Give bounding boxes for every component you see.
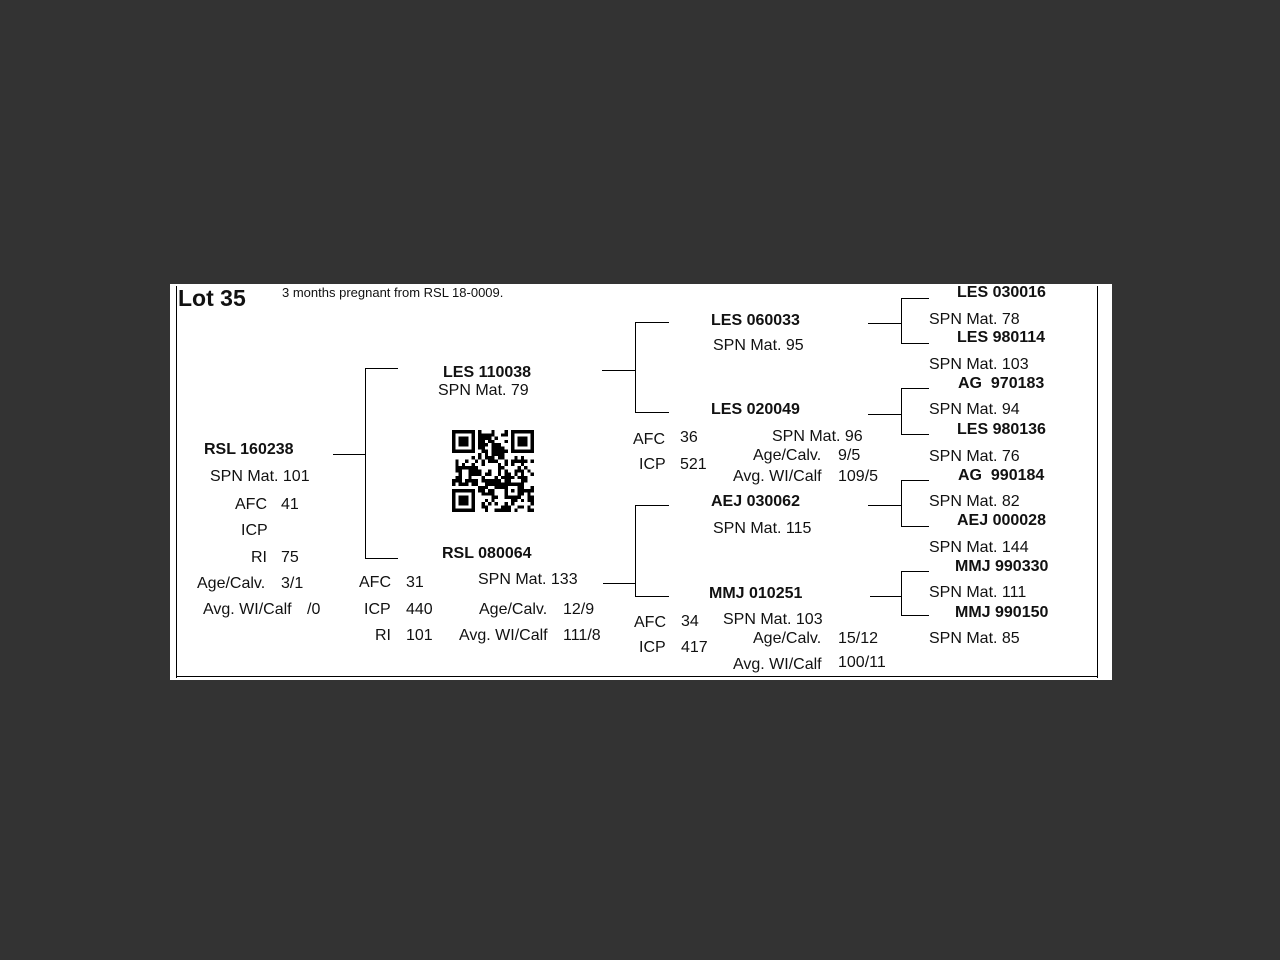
ggp-1-id: LES 030016 — [957, 284, 1046, 301]
connector — [901, 480, 902, 526]
animal-afc-value: 41 — [281, 496, 299, 513]
left-border — [176, 286, 177, 678]
connector — [868, 323, 901, 324]
animal-agecalv-value: 3/1 — [281, 575, 304, 592]
dd-spn: SPN Mat. 103 — [723, 611, 823, 628]
ggp-2-spn: SPN Mat. 103 — [929, 356, 1029, 373]
connector — [901, 480, 929, 481]
ggp-7-spn: SPN Mat. 111 — [929, 584, 1027, 601]
animal-icp-label: ICP — [241, 522, 268, 539]
ggp-6-spn: SPN Mat. 144 — [929, 539, 1029, 556]
connector — [365, 368, 398, 369]
dd-icp-value: 417 — [681, 639, 708, 656]
ggp-7-id: MMJ 990330 — [955, 558, 1049, 575]
dam-afc-label: AFC — [359, 574, 391, 591]
animal-avgwi-label: Avg. WI/Calf — [203, 601, 292, 618]
dd-icp-label: ICP — [639, 639, 666, 656]
dam-agecalv-value: 12/9 — [563, 601, 595, 618]
sd-icp-label: ICP — [639, 456, 666, 473]
animal-ri-value: 75 — [281, 549, 299, 566]
dam-ri-label: RI — [375, 627, 391, 644]
dam-icp-label: ICP — [364, 601, 391, 618]
connector — [333, 454, 365, 455]
sd-avgwi-label: Avg. WI/Calf — [733, 468, 822, 485]
ggp-8-spn: SPN Mat. 85 — [929, 630, 1020, 647]
ggp-3-spn: SPN Mat. 94 — [929, 401, 1020, 418]
dd-afc-label: AFC — [634, 614, 666, 631]
right-border — [1097, 286, 1098, 678]
connector — [635, 505, 636, 596]
dd-agecalv-label: Age/Calv. — [753, 630, 822, 647]
ggp-4-id: LES 980136 — [957, 421, 1046, 438]
connector — [635, 322, 669, 323]
connector — [901, 526, 929, 527]
dam-ri-value: 101 — [406, 627, 433, 644]
connector — [365, 368, 366, 558]
connector — [870, 596, 901, 597]
dam-spn: SPN Mat. 133 — [478, 571, 578, 588]
connector — [635, 412, 669, 413]
ggp-1-spn: SPN Mat. 78 — [929, 311, 1020, 328]
ggp-8-id: MMJ 990150 — [955, 604, 1049, 621]
connector — [901, 343, 929, 344]
dam-avgwi-label: Avg. WI/Calf — [459, 627, 548, 644]
sd-icp-value: 521 — [680, 456, 707, 473]
connector — [602, 370, 635, 371]
sd-id: LES 020049 — [711, 401, 800, 418]
ds-spn: SPN Mat. 115 — [713, 520, 812, 537]
sd-afc-value: 36 — [680, 429, 698, 446]
connector — [901, 434, 929, 435]
lot-label: Lot 35 — [178, 285, 246, 311]
sd-spn: SPN Mat. 96 — [772, 428, 863, 445]
ggp-5-id: AG 990184 — [958, 467, 1045, 484]
connector — [901, 571, 929, 572]
ss-spn: SPN Mat. 95 — [713, 337, 804, 354]
connector — [603, 583, 635, 584]
dd-id: MMJ 010251 — [709, 585, 803, 602]
bottom-border — [176, 676, 1098, 677]
dam-id: RSL 080064 — [442, 545, 532, 562]
pedigree-card — [170, 284, 1112, 680]
animal-ri-label: RI — [251, 549, 267, 566]
connector — [901, 388, 929, 389]
connector — [901, 388, 902, 434]
connector — [365, 558, 398, 559]
connector — [868, 414, 901, 415]
ggp-6-id: AEJ 000028 — [957, 512, 1046, 529]
dam-afc-value: 31 — [406, 574, 424, 591]
ggp-5-spn: SPN Mat. 82 — [929, 493, 1020, 510]
connector — [901, 571, 902, 615]
lot-note: 3 months pregnant from RSL 18-0009. — [282, 285, 504, 300]
sd-afc-label: AFC — [633, 431, 665, 448]
dam-avgwi-value: 111/8 — [563, 627, 601, 644]
dam-agecalv-label: Age/Calv. — [479, 601, 548, 618]
animal-spn: SPN Mat. 101 — [210, 468, 310, 485]
dd-agecalv-value: 15/12 — [838, 630, 879, 647]
connector — [901, 298, 902, 343]
animal-agecalv-label: Age/Calv. — [197, 575, 266, 592]
ggp-3-id: AG 970183 — [958, 375, 1045, 392]
connector — [635, 322, 636, 412]
ggp-2-id: LES 980114 — [957, 329, 1046, 346]
ss-id: LES 060033 — [711, 312, 800, 329]
connector — [635, 505, 669, 506]
connector — [868, 505, 901, 506]
connector — [901, 615, 929, 616]
sd-agecalv-value: 9/5 — [838, 447, 861, 464]
connector — [635, 596, 669, 597]
dd-avgwi-value: 100/11 — [838, 654, 886, 671]
connector — [901, 298, 929, 299]
sire-spn: SPN Mat. 79 — [438, 382, 529, 399]
dd-avgwi-label: Avg. WI/Calf — [733, 656, 822, 673]
animal-afc-label: AFC — [235, 496, 267, 513]
dam-icp-value: 440 — [406, 601, 433, 618]
animal-avgwi-value: /0 — [307, 601, 321, 618]
sd-agecalv-label: Age/Calv. — [753, 447, 822, 464]
ggp-4-spn: SPN Mat. 76 — [929, 448, 1020, 465]
qr-code-icon — [452, 430, 534, 512]
sd-avgwi-value: 109/5 — [838, 468, 879, 485]
ds-id: AEJ 030062 — [711, 493, 800, 510]
sire-id: LES 110038 — [443, 364, 532, 381]
animal-id: RSL 160238 — [204, 441, 294, 458]
dd-afc-value: 34 — [681, 613, 699, 630]
